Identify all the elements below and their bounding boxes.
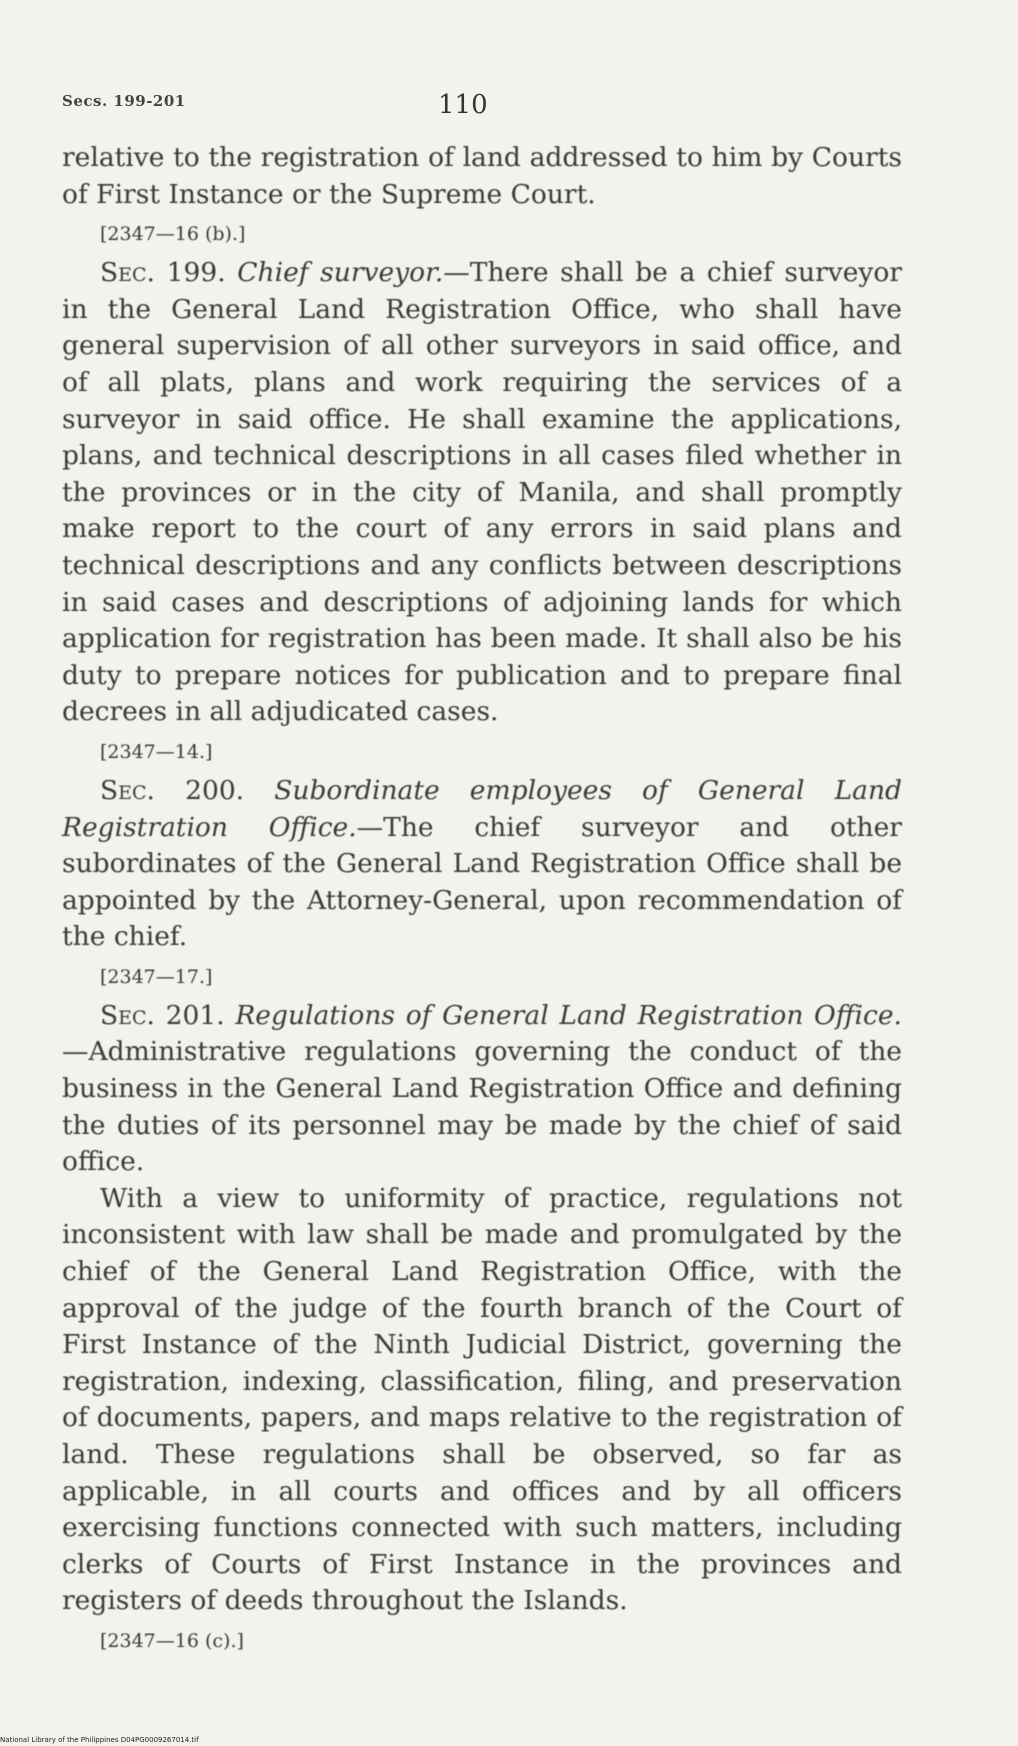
- section-text: —The chief surveyor and other subordinates of the General Land Registration Office shall be appointed by the Attorney-General, upon recommendation of the chief.: [62, 811, 902, 953]
- section-201: [62, 998, 902, 1181]
- citation: [2347—17.]: [100, 965, 213, 988]
- uniformity-paragraph: With a view to uniformity of practice, regulations not inconsistent with law shall be made and promulgated by the chief of the General Land Registration Office, with the approval of the judge of the fourth branch of the Court of First Instance of the Ninth Judicial District, governing the registration, indexing, classification, filing, and preservation of documents, papers, and maps relative to the registration of land. These regulations shall be observed, so far as applicable, in all courts and offices and by all officers exercising functions connected with such matters, including clerks of Courts of First Instance in the provinces and registers of deeds throughout the Islands.: [62, 1182, 902, 1617]
- section-200: [62, 773, 902, 956]
- citation: [2347—16 (b).]: [100, 223, 246, 246]
- section-label: Sec. 200.: [100, 774, 245, 806]
- running-head: Secs. 199-201: [62, 92, 186, 110]
- section-label: Sec. 201.: [100, 999, 225, 1031]
- section-label: Sec. 199.: [100, 257, 226, 289]
- section-title: Regulations of General Land Registration Office.: [235, 999, 902, 1031]
- section-text: —There shall be a chief surveyor in the General Land Registration Office, who shall have general supervision of all other surveyors in said office, and of all plats, plans and work requiring the services of a surveyor in said office. He shall examine the applications, plans, and technical descriptions in all cases filed whether in the provinces or in the city of Manila, and shall promptly make report to the court of any errors in said plans and technical descriptions and any conflicts between descriptions in said cases and descriptions of adjoining lands for which application for registration has been made. It shall also be his duty to prepare notices for publication and to prepare final decrees in all adjudicated cases.: [62, 257, 902, 728]
- citation: [2347—16 (c).]: [100, 1629, 244, 1652]
- section-title: Subordinate employees of General Land Registration Office.: [62, 774, 902, 843]
- section-199: [62, 255, 902, 731]
- body-text: [62, 140, 902, 1662]
- citation: [2347—14.]: [100, 740, 213, 763]
- section-text: —Administrative regulations governing the conduct of the business in the General Land Registration Office and defining the duties of its personnel may be made by the chief of said office.: [62, 1036, 902, 1178]
- page-number: 110: [438, 90, 488, 120]
- section-title: Chief surveyor.: [237, 257, 444, 289]
- intro-paragraph: relative to the registration of land addressed to him by Courts of First Instance or the Supreme Court.: [62, 142, 902, 210]
- scan-footer-note: National Library of the Philippines D04PG0009267014.tif: [0, 1736, 199, 1744]
